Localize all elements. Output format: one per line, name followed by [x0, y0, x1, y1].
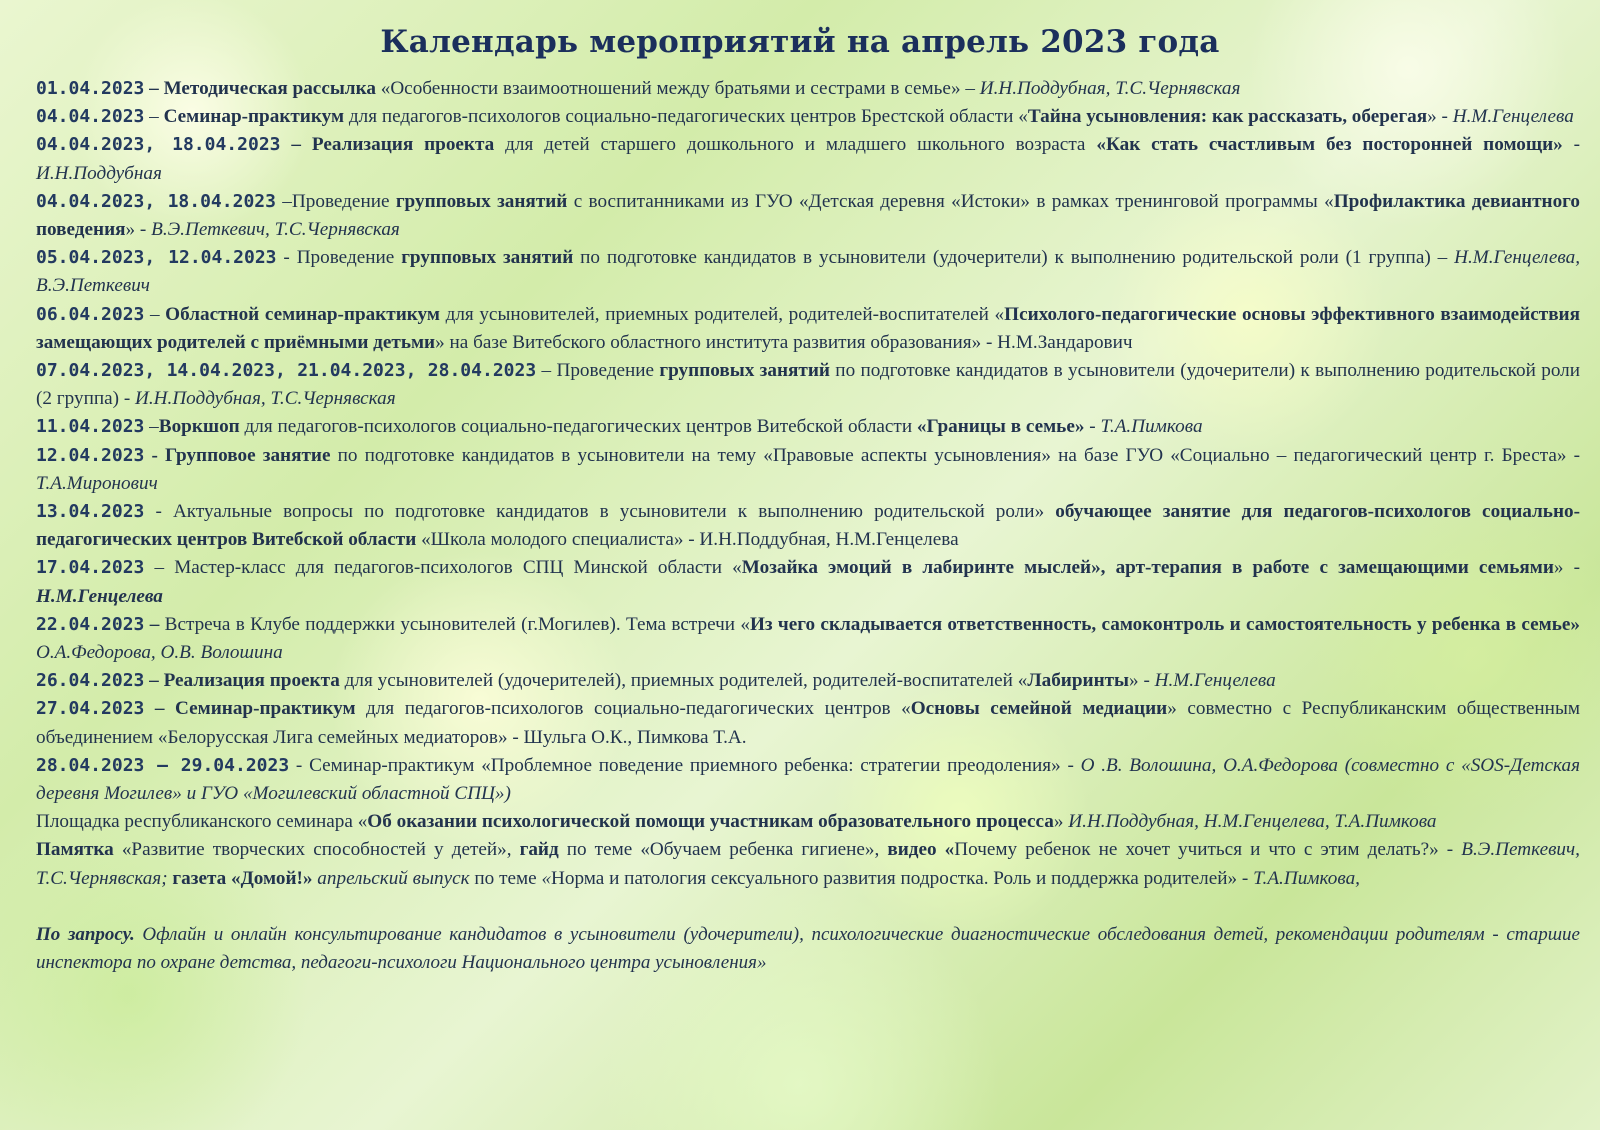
- event-author: В.Э.Петкевич, Т.С.Чернявская;: [36, 839, 1580, 889]
- entry-text: «Особенности взаимоотношений между братьями и сестрами в семье» –: [380, 78, 980, 99]
- event-emphasis: Н.М.Генцелева: [36, 585, 163, 607]
- entry-text: для педагогов-психологов социально-педагогических центров «: [366, 698, 911, 720]
- event-entry-06: [36, 301, 1580, 357]
- event-entry-10: [36, 498, 1580, 554]
- event-author: Т.А.Пимкова,: [1253, 867, 1360, 889]
- event-emphasis: –: [144, 613, 165, 635]
- entry-text: - Семинар-практикум «Проблемное поведение приемного ребенка: стратегии преодоления» -: [289, 754, 1081, 776]
- event-entry-11: [36, 554, 1580, 610]
- entry-text: для усыновителей, приемных родителей, родителей-воспитателей «: [445, 303, 1005, 325]
- event-emphasis: Лабиринты: [1027, 670, 1130, 692]
- event-emphasis: «Как стать счастливым без посторонней помощи»: [1096, 134, 1563, 156]
- event-emphasis: Памятка: [36, 839, 122, 861]
- event-date: 13.04.2023: [36, 501, 145, 523]
- entry-text: для усыновителей (удочерителей), приемных родителей, родителей-воспитателей «: [344, 670, 1028, 692]
- event-emphasis: гайд: [519, 839, 567, 861]
- entry-text: - Актуальные вопросы по подготовке кандидатов в усыновители к выполнению родительской роли»: [144, 501, 1056, 523]
- event-emphasis: Семинар-практикум: [163, 106, 349, 128]
- event-emphasis: Основы семейной медиации: [910, 698, 1168, 720]
- event-entry-03: [36, 131, 1580, 187]
- footer-text: Офлайн и онлайн консультирование кандидатов в усыновители (удочерители), психологические диагностические обследования детей, рекомендации родителям - старшие инспектора по охране детства, педагоги-психологи Национального центра усыновления»: [36, 923, 1580, 974]
- event-date: 05.04.2023, 12.04.2023: [36, 247, 277, 269]
- entry-text: » -: [125, 219, 152, 241]
- event-entry-12: [36, 611, 1580, 667]
- event-author: В.Э.Петкевич, Т.С.Чернявская: [151, 219, 400, 241]
- event-date: 17.04.2023: [36, 557, 145, 579]
- event-emphasis: групповых занятий: [659, 360, 836, 382]
- event-date: 12.04.2023: [36, 444, 145, 466]
- entry-text: – Мастер-класс для педагогов-психологов СПЦ Минской области «: [144, 557, 742, 579]
- entry-text: » совместно с Республиканским общественным объединением «Белорусская Лига семейных медиаторов» - Шульга О.К., Пимкова Т.А.: [36, 698, 1580, 748]
- entry-text: для педагогов-психологов социально-педагогических центров Витебской области: [244, 416, 917, 438]
- event-entry-08: [36, 413, 1580, 441]
- event-emphasis: - Групповое занятие: [144, 444, 338, 466]
- event-date: 01.04.2023: [36, 78, 145, 99]
- entry-text: по подготовке кандидатов в усыновители (удочерители) к выполнению родительской роли (1 группа) –: [580, 247, 1455, 269]
- event-emphasis: Мозайка эмоций в лабиринте мыслей», арт-терапия в работе с замещающими семьями: [741, 557, 1554, 579]
- entry-text: -: [1562, 134, 1581, 156]
- event-author: Н.М.Генцелева: [1154, 670, 1276, 692]
- entry-text: » на базе Витебского областного института развития образования» - Н.М.Зандарович: [435, 331, 1133, 353]
- event-emphasis: групповых занятий: [401, 247, 581, 269]
- event-emphasis: обучающее занятие для педагогов-психологов социально-педагогических центров Витебской области: [36, 501, 1580, 551]
- entry-text: –: [144, 303, 166, 325]
- event-date: 04.04.2023, 18.04.2023: [36, 190, 276, 212]
- footer-note: [36, 921, 1580, 977]
- entry-text: -: [1084, 416, 1101, 438]
- event-date: 27.04.2023: [36, 698, 145, 720]
- event-date: 28.04.2023 – 29.04.2023: [36, 754, 290, 776]
- entry-text: » -: [1129, 670, 1155, 692]
- event-date: 06.04.2023: [36, 303, 145, 325]
- entry-text: » -: [1553, 557, 1581, 579]
- event-emphasis: групповых занятий: [395, 190, 574, 212]
- event-emphasis: Тайна усыновления: как рассказать, оберегая: [1027, 106, 1428, 128]
- entry-text: Встреча в Клубе поддержки усыновителей (г.Могилев). Тема встречи «: [164, 613, 750, 635]
- event-entry-07: [36, 357, 1580, 413]
- event-emphasis: – Семинар-практикум: [144, 698, 367, 720]
- event-emphasis: Об оказании психологической помощи участникам образовательного процесса: [367, 811, 1054, 833]
- event-date: 07.04.2023, 14.04.2023, 21.04.2023, 28.04.2023: [36, 360, 537, 382]
- event-emphasis: видео «: [887, 839, 955, 861]
- event-emphasis: – Реализация проекта: [280, 134, 506, 156]
- event-date: 26.04.2023: [36, 670, 145, 692]
- event-author: О .В. Волошина, О.А.Федорова (совместно с «SOS-Детская деревня Могилев» и ГУО «Могилевский областной СПЦ»): [36, 754, 1581, 805]
- event-emphasis: Областной семинар-практикум: [165, 303, 446, 325]
- event-emphasis: – Реализация проекта: [144, 670, 345, 692]
- entry-text: –: [144, 106, 164, 128]
- entry-text: Норма и патология сексуального развития подростка. Роль и поддержка родителей» -: [551, 867, 1254, 889]
- event-emphasis: – Методическая рассылка: [144, 78, 381, 99]
- entry-text: с воспитанниками из ГУО «Детская деревня «Истоки» в рамках тренинговой программы «: [573, 190, 1334, 212]
- entry-text: Почему ребенок не хочет учиться и что с этим делать?» -: [954, 839, 1462, 861]
- entry-text: «Школа молодого специалиста» - И.Н.Поддубная, Н.М.Генцелева: [421, 529, 959, 551]
- event-date: 04.04.2023: [36, 106, 145, 128]
- event-emphasis: «Границы в семье»: [916, 416, 1085, 438]
- event-emphasis: Профилактика девиантного поведения: [36, 190, 1581, 241]
- event-author: Т.А.Миронович: [36, 472, 158, 494]
- event-emphasis: Психолого-педагогические основы эффективного взаимодействия замещающих родителей с приёмными детьми: [36, 303, 1580, 353]
- event-author: И.Н.Поддубная, Т.С.Чернявская: [979, 78, 1241, 99]
- entry-text: –: [144, 416, 159, 438]
- event-entry-05: [36, 244, 1580, 300]
- entry-text: для детей старшего дошкольного и младшего школьного возраста: [505, 134, 1097, 156]
- entry-text: Площадка республиканского семинара «: [36, 811, 368, 833]
- entry-text: –Проведение: [275, 190, 396, 212]
- event-author: И.Н.Поддубная, Н.М.Генцелева, Т.А.Пимкова: [1068, 811, 1437, 833]
- event-entry-02: [36, 103, 1580, 131]
- event-author: И.Н.Поддубная: [36, 162, 162, 184]
- event-entry-04: [36, 188, 1580, 244]
- entry-text: » -: [1427, 106, 1453, 128]
- entry-text: по подготовке кандидатов в усыновители на тему «Правовые аспекты усыновления» на базе ГУО «Социально – педагогический центр г. Бреста» -: [337, 444, 1580, 466]
- entry-text: - Проведение: [276, 247, 402, 269]
- event-emphasis: Из чего складывается ответственность, самоконтроль и самостоятельность у ребенка в семье»: [749, 613, 1581, 635]
- entry-text: по подготовке кандидатов в усыновители (удочерители) к выполнению родительской роли (2 группа) -: [36, 360, 1580, 410]
- event-author: Т.А.Пимкова: [1100, 416, 1203, 438]
- event-emphasis: газета «Домой!»: [172, 867, 318, 889]
- event-author: апрельский выпуск: [317, 867, 475, 889]
- entry-text: – Проведение: [536, 360, 660, 382]
- entry-text: по теме: [474, 867, 542, 889]
- event-author: О.А.Федорова, О.В. Волошина: [36, 642, 283, 664]
- event-entry-09: [36, 442, 1580, 498]
- event-author: «: [541, 867, 552, 889]
- entry-text: для педагогов-психологов социально-педагогических центров Брестской области «: [348, 106, 1028, 128]
- event-entry-17: [36, 836, 1580, 892]
- event-entry-01: [36, 75, 1580, 103]
- event-author: Н.М.Генцелева: [1452, 106, 1574, 128]
- event-author: Н.М.Генцелева, В.Э.Петкевич: [36, 247, 1580, 297]
- event-emphasis: Воркшоп: [158, 416, 245, 438]
- footer-label: По запросу.: [36, 923, 135, 945]
- entry-text: по теме «Обучаем ребенка гигиене»,: [566, 839, 888, 861]
- event-date: 22.04.2023: [36, 613, 145, 635]
- event-calendar-list: [36, 75, 1580, 977]
- event-date: 11.04.2023: [36, 416, 145, 438]
- page-title: Календарь мероприятий на апрель 2023 года: [380, 24, 1220, 60]
- event-entry-15: [36, 752, 1580, 808]
- event-date: 04.04.2023, 18.04.2023: [36, 134, 281, 156]
- event-entry-13: [36, 667, 1580, 695]
- event-entry-14: [36, 695, 1580, 751]
- entry-text: »: [1053, 811, 1069, 833]
- spacer: [36, 893, 1580, 921]
- event-author: И.Н.Поддубная, Т.С.Чернявская: [135, 388, 396, 410]
- event-entry-16: [36, 808, 1580, 836]
- entry-text: «Развитие творческих способностей у детей»,: [121, 839, 520, 861]
